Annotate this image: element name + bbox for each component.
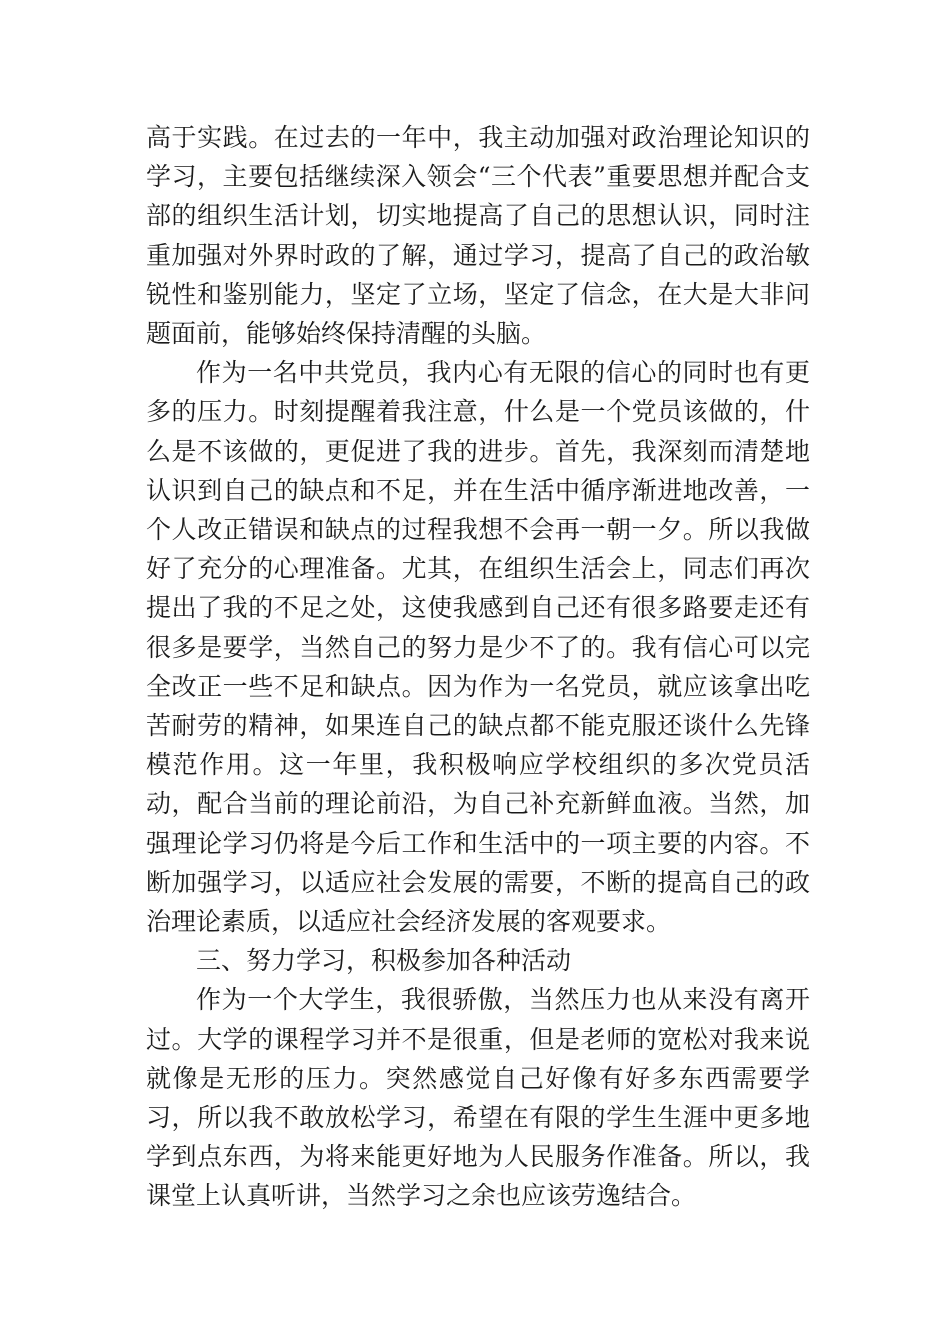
paragraph-party-member: 作为一名中共党员，我内心有无限的信心的同时也有更多的压力。时刻提醒着我注意，什么是一个党员该做的，什么是不该做的，更促进了我的进步。首先，我深刻而清楚地认识到自己的缺点和不足，并在生活中循序渐进地改善，一个人改正错误和缺点的过程我想不会再一朝一夕。所以我做好了充分的心理准备。尤其，在组织生活会上，同志们再次提出了我的不足之处，这使我感到自己还有很多路要走还有很多是要学，当然自己的努力是少不了的。我有信心可以完全改正一些不足和缺点。因为作为一名党员，就应该拿出吃苦耐劳的精神，如果连自己的缺点都不能克服还谈什么先锋模范作用。这一年里，我积极响应学校组织的多次党员活动，配合当前的理论前沿，为自己补充新鲜血液。当然，加强理论学习仍将是今后工作和生活中的一项主要的内容。不断加强学习，以适应社会发展的需要，不断的提高自己的政治理论素质，以适应社会经济发展的客观要求。 — [146, 358, 810, 937]
paragraph-university-student: 作为一个大学生，我很骄傲，当然压力也从来没有离开过。大学的课程学习并不是很重，但是老师的宽松对我来说就像是无形的压力。突然感觉自己好像有好多东西需要学习，所以我不敢放松学习，希望在有限的学生生涯中更多地学到点东西，为将来能更好地为人民服务作准备。所以，我课堂上认真听讲，当然学习之余也应该劳逸结合。 — [146, 985, 810, 1211]
section-heading: 三、努力学习，积极参加各种活动 — [196, 946, 572, 976]
document-body — [146, 118, 810, 1216]
paragraph-study-politics: 高于实践。在过去的一年中，我主动加强对政治理论知识的学习，主要包括继续深入领会“三个代表”重要思想并配合支部的组织生活计划，切实地提高了自己的思想认识，同时注重加强对外界时政的了解，通过学习，提高了自己的政治敏锐性和鉴别能力，坚定了立场，坚定了信念，在大是大非问题面前，能够始终保持清醒的头脑。 — [146, 123, 810, 349]
